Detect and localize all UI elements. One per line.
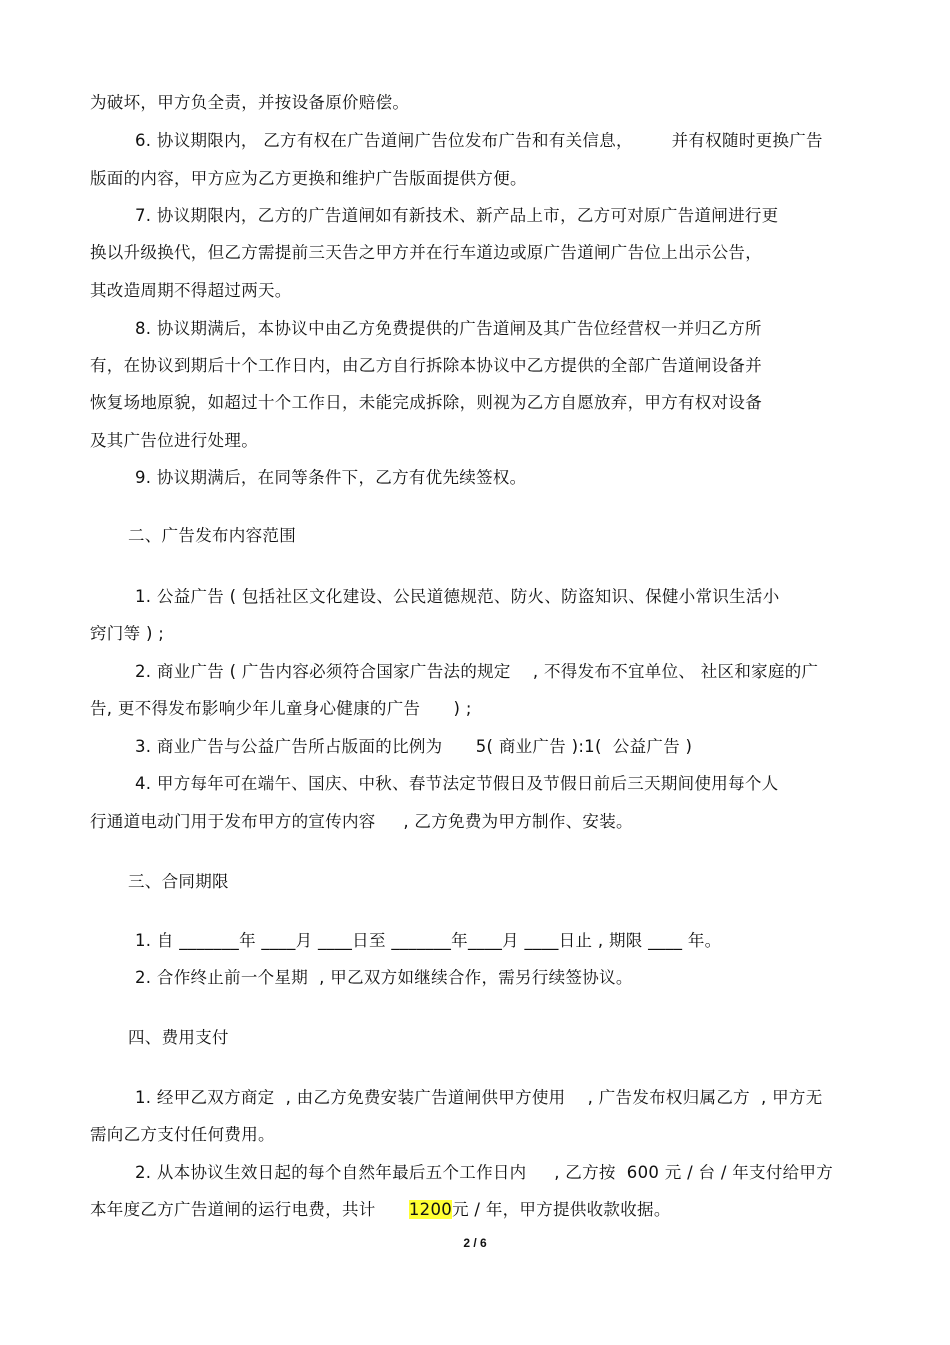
text-line: 换以升级换代，但乙方需提前三天告之甲方并在行车道边或原广告道闸广告位上出示公告，	[90, 243, 762, 262]
text-line: 其改造周期不得超过两天。	[90, 281, 292, 300]
text-line: 行通道电动门用于发布甲方的宣传内容 , 乙方免费为甲方制作、安装。	[90, 812, 633, 831]
text-line: 需向乙方支付任何费用。	[90, 1125, 275, 1144]
section-heading: 四、费用支付	[128, 1028, 229, 1047]
page-number: 2 / 6	[463, 1236, 487, 1250]
text-line: 为破坏，甲方负全责，并按设备原价赔偿。	[90, 93, 410, 112]
text-line: 3. 商业广告与公益广告所占版面的比例为 5( 商业广告 ):1( 公益广告 )	[135, 737, 693, 756]
text-line: 1. 自 _______年 ____月 ____日至 _______年____月 ____日止 , 期限 ____ 年。	[135, 931, 722, 950]
text-line: 2. 合作终止前一个星期 , 甲乙双方如继续合作，需另行续签协议。	[135, 968, 633, 987]
text-line: 9. 协议期满后，在同等条件下，乙方有优先续签权。	[135, 468, 527, 487]
text-line: 告, 更不得发布影响少年儿童身心健康的广告 ) ;	[90, 699, 472, 718]
text-line: 版面的内容，甲方应为乙方更换和维护广告版面提供方便。	[90, 169, 527, 188]
text-line: 4. 甲方每年可在端午、国庆、中秋、春节法定节假日及节假日前后三天期间使用每个人	[135, 774, 779, 793]
text-line: 窍门等 ) ;	[90, 624, 165, 643]
text-segment: 元 / 年，甲方提供收款收据。	[452, 1200, 671, 1219]
text-line: 6. 协议期限内， 乙方有权在广告道闸广告位发布广告和有关信息， 并有权随时更换广告	[135, 131, 823, 150]
text-segment: 本年度乙方广告道闸的运行电费，共计	[90, 1200, 409, 1219]
text-line: 2. 从本协议生效日起的每个自然年最后五个工作日内 , 乙方按 600 元 / 台 / 年支付给甲方	[135, 1163, 834, 1182]
highlighted-amount: 1200	[408, 1200, 453, 1219]
text-line-with-highlight	[90, 1199, 671, 1221]
text-line: 有，在协议到期后十个工作日内，由乙方自行拆除本协议中乙方提供的全部广告道闸设备并	[90, 356, 762, 375]
text-line: 及其广告位进行处理。	[90, 431, 258, 450]
text-line: 2. 商业广告 ( 广告内容必须符合国家广告法的规定 , 不得发布不宜单位、 社区和家庭的广	[135, 662, 819, 681]
text-line: 8. 协议期满后，本协议中由乙方免费提供的广告道闸及其广告位经营权一并归乙方所	[135, 319, 762, 338]
text-line: 1. 经甲乙双方商定 , 由乙方免费安装广告道闸供甲方使用 , 广告发布权归属乙方 , 甲方无	[135, 1088, 823, 1107]
text-line: 恢复场地原貌，如超过十个工作日，未能完成拆除，则视为乙方自愿放弃，甲方有权对设备	[90, 393, 762, 412]
section-heading: 二、广告发布内容范围	[128, 526, 296, 545]
text-line: 1. 公益广告 ( 包括社区文化建设、公民道德规范、防火、防盗知识、保健小常识生活小	[135, 587, 780, 606]
section-heading: 三、合同期限	[128, 872, 229, 891]
text-line: 7. 协议期限内，乙方的广告道闸如有新技术、新产品上市，乙方可对原广告道闸进行更	[135, 206, 779, 225]
